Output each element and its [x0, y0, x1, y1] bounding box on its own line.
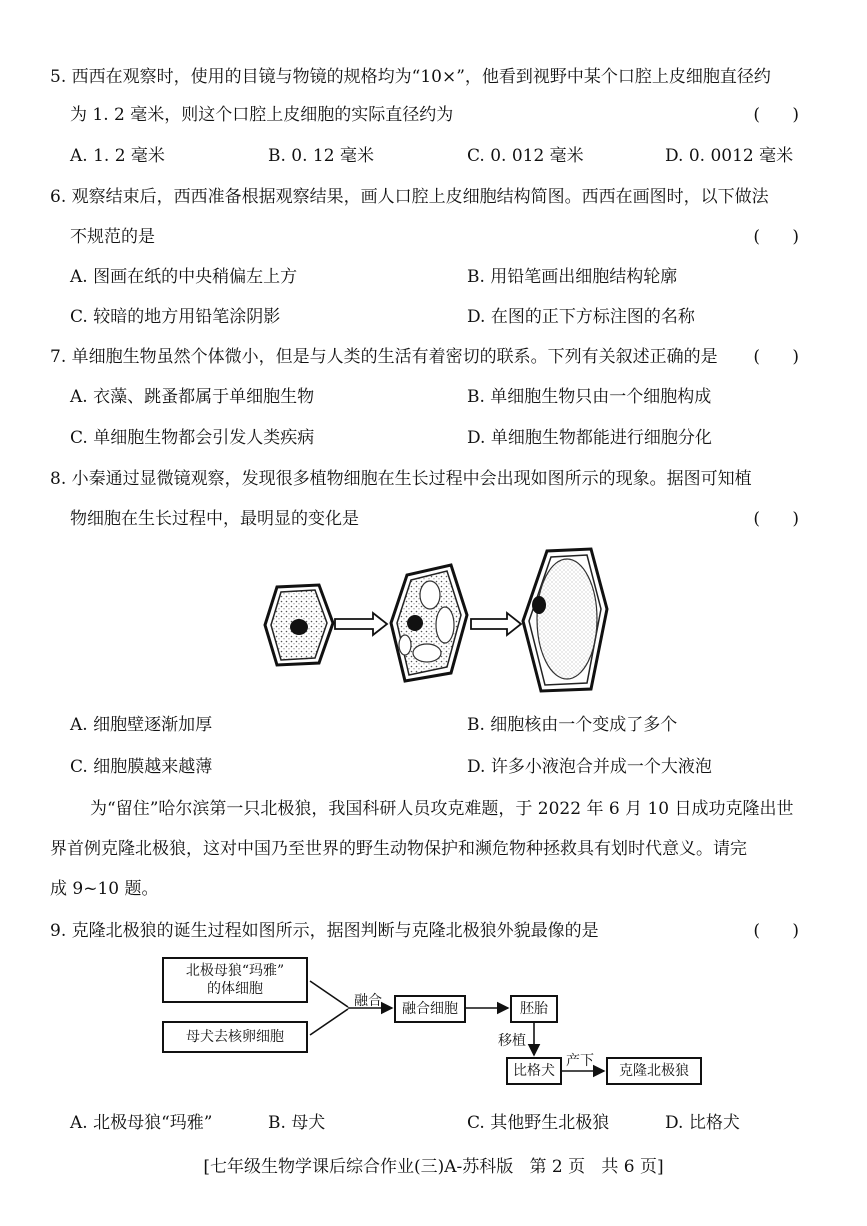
box-wolf-somatic-cell — [162, 957, 308, 1003]
q9-option-a: A. 北极母狼“玛雅” — [70, 1113, 213, 1133]
box-embryo: 胚胎 — [510, 995, 558, 1023]
q8-stem-line1: 8. 小秦通过显微镜观察，发现很多植物细胞在生长过程中会出现如图所示的现象。据图可知植 — [50, 469, 752, 489]
q7-option-a: A. 衣藻、跳蚤都属于单细胞生物 — [70, 387, 315, 407]
q7-answer-blank: ( ) — [753, 347, 799, 367]
passage-line1: 为“留住”哈尔滨第一只北极狼，我国科研人员攻克难题，于 2022 年 6 月 10 日成功克隆出世 — [90, 799, 794, 819]
label-transplant: 移植 — [498, 1033, 526, 1049]
box-fused-cell: 融合细胞 — [394, 995, 466, 1023]
q7-option-c: C. 单细胞生物都会引发人类疾病 — [70, 428, 315, 448]
passage-line3: 成 9~10 题。 — [50, 879, 159, 899]
young-cell — [265, 585, 333, 665]
q5-answer-blank: ( ) — [753, 105, 799, 125]
page-footer: [七年级生物学课后综合作业(三)A-苏科版 第 2 页 共 6 页] — [203, 1157, 664, 1177]
q7-option-d: D. 单细胞生物都能进行细胞分化 — [467, 428, 712, 448]
box-wolf-line1: 北极母狼“玛雅” — [185, 963, 285, 979]
q6-stem-line1: 6. 观察结束后，西西准备根据观察结果，画人口腔上皮细胞结构简图。西西在画图时，以下做法 — [50, 187, 769, 207]
plant-cell-growth-figure — [255, 545, 615, 695]
q6-option-d: D. 在图的正下方标注图的名称 — [467, 307, 695, 327]
q6-option-a: A. 图画在纸的中央稍偏左上方 — [70, 267, 298, 287]
q6-answer-blank: ( ) — [753, 227, 799, 247]
label-birth: 产下 — [566, 1053, 594, 1069]
q5-option-a: A. 1. 2 毫米 — [70, 146, 165, 166]
q6-stem-line2: 不规范的是 — [70, 227, 155, 247]
q7-stem-line1: 7. 单细胞生物虽然个体微小，但是与人类的生活有着密切的联系。下列有关叙述正确的是 — [50, 347, 718, 367]
q8-option-b: B. 细胞核由一个变成了多个 — [467, 715, 678, 735]
q9-option-d: D. 比格犬 — [665, 1113, 740, 1133]
q5-stem-line1: 5. 西西在观察时，使用的目镜与物镜的规格均为“10×”，他看到视野中某个口腔上皮细胞直径约 — [50, 67, 771, 87]
q9-option-b: B. 母犬 — [268, 1113, 326, 1133]
q8-stem-line2: 物细胞在生长过程中，最明显的变化是 — [70, 509, 359, 529]
box-clone-wolf: 克隆北极狼 — [606, 1057, 702, 1085]
q5-stem-line2: 为 1. 2 毫米，则这个口腔上皮细胞的实际直径约为 — [70, 105, 454, 125]
q8-option-d: D. 许多小液泡合并成一个大液泡 — [467, 757, 712, 777]
q9-answer-blank: ( ) — [753, 921, 799, 941]
cloning-flowchart — [160, 955, 720, 1095]
q8-option-c: C. 细胞膜越来越薄 — [70, 757, 213, 777]
box-beagle: 比格犬 — [506, 1057, 562, 1085]
q9-option-c: C. 其他野生北极狼 — [467, 1113, 610, 1133]
q5-option-d: D. 0. 0012 毫米 — [665, 146, 794, 166]
growing-cell — [391, 565, 467, 681]
arrow-right-icon — [471, 613, 521, 635]
q6-option-b: B. 用铅笔画出细胞结构轮廓 — [467, 267, 678, 287]
q5-option-c: C. 0. 012 毫米 — [467, 146, 584, 166]
q7-option-b: B. 单细胞生物只由一个细胞构成 — [467, 387, 712, 407]
box-dog-egg-cell: 母犬去核卵细胞 — [162, 1021, 308, 1053]
box-wolf-line2: 的体细胞 — [207, 981, 263, 997]
q9-stem-line1: 9. 克隆北极狼的诞生过程如图所示，据图判断与克隆北极狼外貌最像的是 — [50, 921, 599, 941]
q8-answer-blank: ( ) — [753, 509, 799, 529]
q8-option-a: A. 细胞壁逐渐加厚 — [70, 715, 213, 735]
arrow-right-icon — [335, 613, 387, 635]
q5-option-b: B. 0. 12 毫米 — [268, 146, 374, 166]
mature-cell — [523, 549, 607, 691]
q6-option-c: C. 较暗的地方用铅笔涂阴影 — [70, 307, 281, 327]
label-fuse: 融合 — [354, 993, 382, 1009]
passage-line2: 界首例克隆北极狼，这对中国乃至世界的野生动物保护和濒危物种拯救具有划时代意义。请完 — [50, 839, 747, 859]
